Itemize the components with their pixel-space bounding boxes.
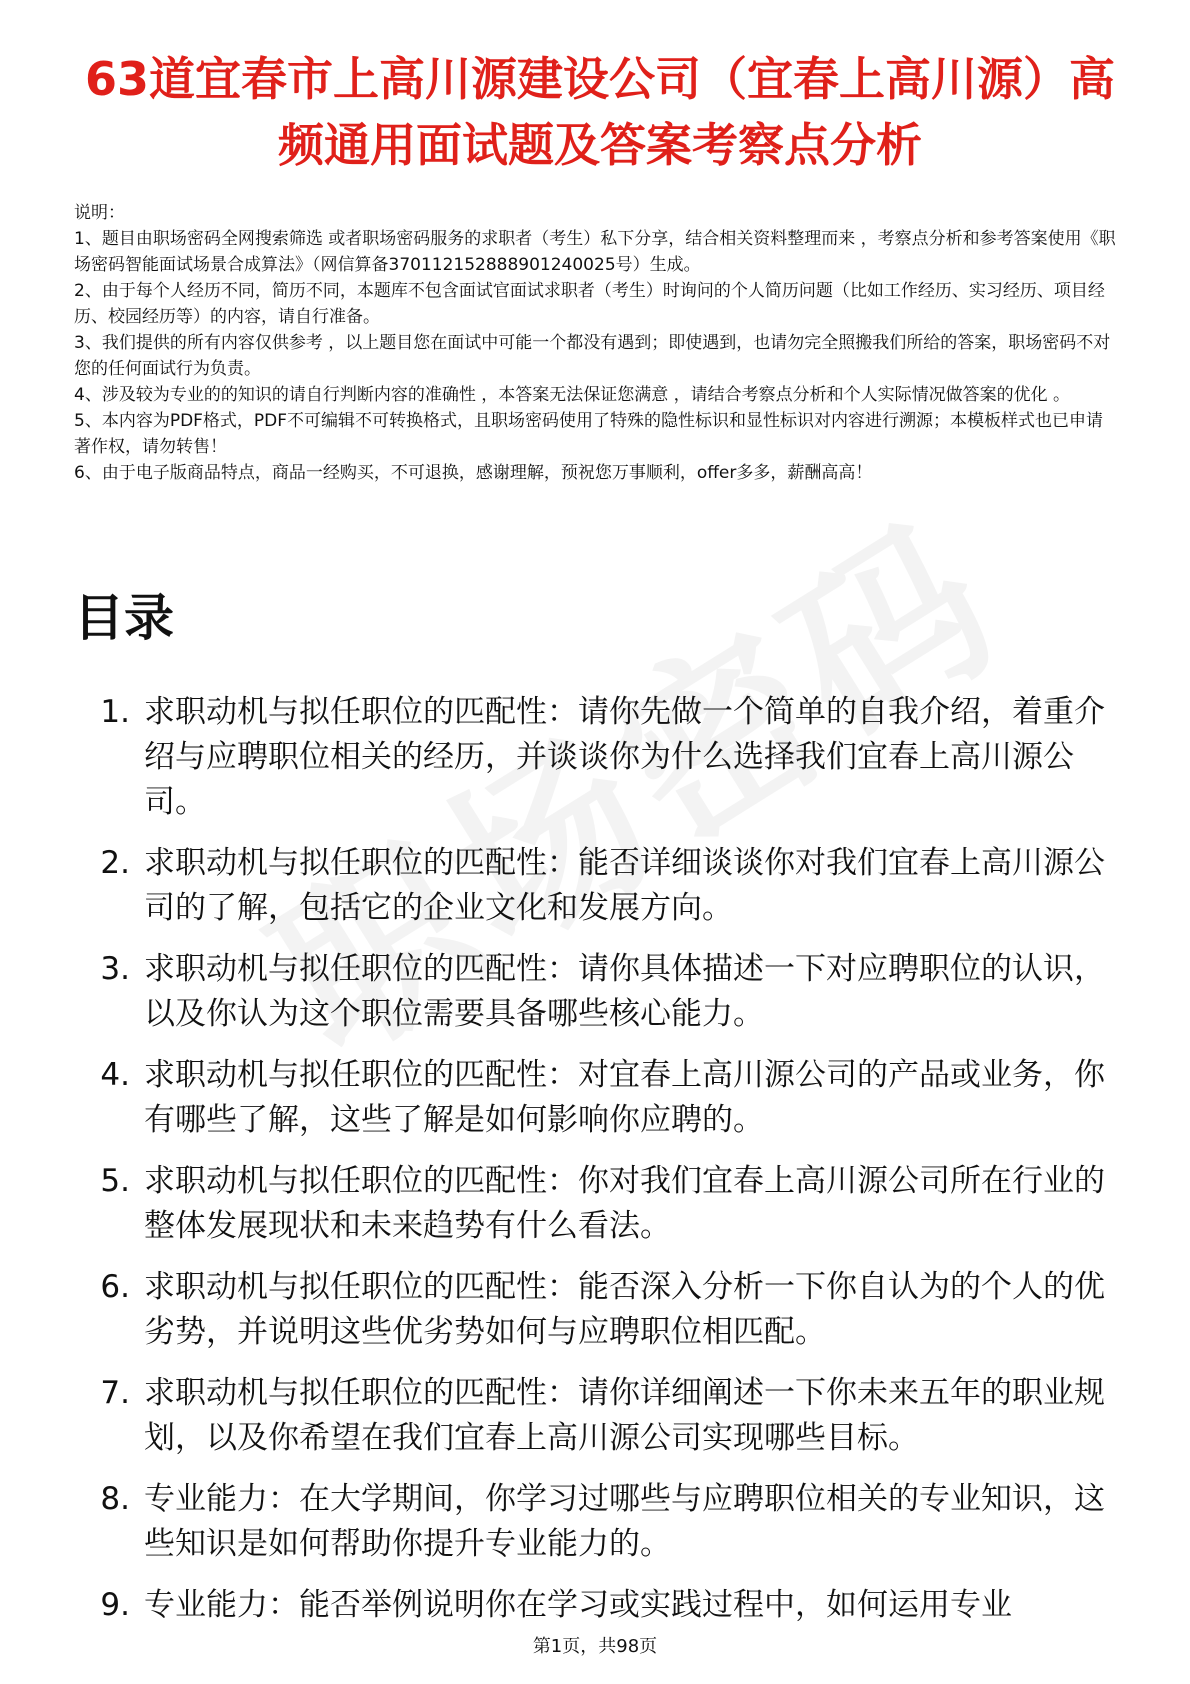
toc-item-text: 求职动机与拟任职位的匹配性：请你先做一个简单的自我介绍，着重介绍与应聘职位相关的经历，并谈谈你为什么选择我们宜春上高川源公司。 — [144, 694, 1105, 820]
toc-item-number: 1. — [100, 694, 130, 730]
note-item: 4、涉及较为专业的的知识的请自行判断内容的准确性 ，本答案无法保证您满意 ，请结合考察点分析和个人实际情况做答案的优化 。 — [74, 385, 1071, 405]
table-of-contents — [74, 690, 1124, 1644]
toc-item-text: 求职动机与拟任职位的匹配性：能否深入分析一下你自认为的个人的优劣势，并说明这些优劣势如何与应聘职位相匹配。 — [144, 1269, 1105, 1350]
toc-item[interactable] — [74, 1583, 1124, 1628]
note-item: 5、本内容为PDF格式，PDF不可编辑不可转换格式，且职场密码使用了特殊的隐性标识和显性标识对内容进行溯源；本模板样式也已申请著作权，请勿转售！ — [74, 411, 1104, 457]
note-item: 3、我们提供的所有内容仅供参考 ，以上题目您在面试中可能一个都没有遇到；即使遇到，也请勿完全照搬我们所给的答案，职场密码不对您的任何面试行为负责。 — [74, 333, 1111, 379]
notes-heading: 说明： — [74, 203, 125, 223]
toc-item-number: 3. — [100, 951, 130, 987]
toc-item-number: 2. — [100, 845, 130, 881]
disclaimer-notes — [74, 200, 1120, 486]
toc-item-number: 4. — [100, 1057, 130, 1093]
toc-heading: 目录 — [74, 589, 174, 647]
page-number-footer: 第1页，共98页 — [532, 1636, 658, 1657]
toc-item-number: 5. — [100, 1163, 130, 1199]
toc-item-number: 6. — [100, 1269, 130, 1305]
toc-item-text: 求职动机与拟任职位的匹配性：你对我们宜春上高川源公司所在行业的整体发展现状和未来趋势有什么看法。 — [144, 1163, 1105, 1244]
toc-item-text: 求职动机与拟任职位的匹配性：对宜春上高川源公司的产品或业务，你有哪些了解，这些了解是如何影响你应聘的。 — [144, 1057, 1105, 1138]
note-item: 2、由于每个人经历不同，简历不同，本题库不包含面试官面试求职者（考生）时询问的个人简历问题（比如工作经历、实习经历、项目经历、校园经历等）的内容，请自行准备。 — [74, 281, 1105, 327]
toc-item[interactable] — [74, 947, 1124, 1037]
toc-item[interactable] — [74, 1053, 1124, 1143]
toc-item-text: 求职动机与拟任职位的匹配性：请你详细阐述一下你未来五年的职业规划，以及你希望在我们宜春上高川源公司实现哪些目标。 — [144, 1375, 1105, 1456]
note-item: 6、由于电子版商品特点，商品一经购买，不可退换，感谢理解，预祝您万事顺利，offer多多，薪酬高高！ — [74, 463, 873, 483]
toc-item-text: 专业能力：在大学期间，你学习过哪些与应聘职位相关的专业知识，这些知识是如何帮助你提升专业能力的。 — [144, 1481, 1105, 1562]
toc-item[interactable] — [74, 1159, 1124, 1249]
document-title: 63道宜春市上高川源建设公司（宜春上高川源）高频通用面试题及答案考察点分析 — [84, 52, 1115, 172]
toc-item-text: 求职动机与拟任职位的匹配性：请你具体描述一下对应聘职位的认识，以及你认为这个职位需要具备哪些核心能力。 — [144, 951, 1105, 1032]
toc-item-number: 8. — [100, 1481, 130, 1517]
toc-item[interactable] — [74, 1477, 1124, 1567]
toc-item-text: 专业能力：能否举例说明你在学习或实践过程中，如何运用专业 — [144, 1587, 1012, 1623]
toc-item[interactable] — [74, 1265, 1124, 1355]
note-item: 1、题目由职场密码全网搜索筛选 或者职场密码服务的求职者（考生）私下分享，结合相关资料整理而来 ，考察点分析和参考答案使用《职场密码智能面试场景合成算法》（网信算备370112152888901240025号）生成。 — [74, 229, 1116, 275]
toc-item[interactable] — [74, 1371, 1124, 1461]
toc-item[interactable] — [74, 841, 1124, 931]
toc-item-number: 9. — [100, 1587, 130, 1623]
toc-item-number: 7. — [100, 1375, 130, 1411]
toc-item-text: 求职动机与拟任职位的匹配性：能否详细谈谈你对我们宜春上高川源公司的了解，包括它的企业文化和发展方向。 — [144, 845, 1105, 926]
toc-item[interactable] — [74, 690, 1124, 825]
